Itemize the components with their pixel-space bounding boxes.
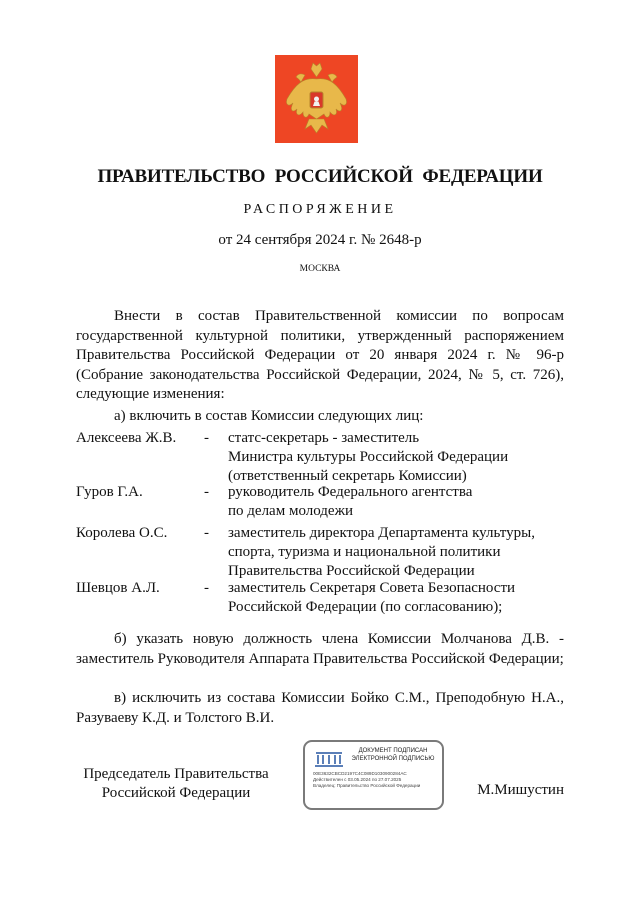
member-row	[76, 429, 564, 483]
item-c-paragraph: в) исключить из состава Комиссии Бойко С.М., Преподобную Н.А., Разуваеву К.Д. и Толстого В.И.	[76, 690, 564, 726]
member-row	[76, 524, 564, 579]
item-a-paragraph: а) включить в состав Комиссии следующих лиц:	[114, 408, 424, 424]
stamp-validity: Действителен с 03.05.2024 по 27.07.2025	[313, 777, 402, 782]
stamp-certificate: 00E3632CBCD2197C4C089D1030900284AC	[313, 771, 407, 776]
intro-paragraph: Внести в состав Правительственной комиссии по вопросам государственной культурной политики, утвержденный распоряжением Правительства Российской Федерации от 20 января 2024 г. № 96-р (Собрание законодательства Российской Федерации, 2024, № 5, ст. 726), следующие изменения:	[76, 308, 564, 402]
member-name: Гуров Г.А.	[76, 484, 143, 500]
stamp-owner: Владелец: Правительство Российской Федерации	[313, 783, 421, 788]
member-dash: -	[204, 430, 209, 446]
building-icon	[314, 749, 344, 769]
item-b-paragraph: б) указать новую должность члена Комиссии Молчанова Д.В. - заместитель Руководителя Аппарата Правительства Российской Федерации;	[76, 631, 564, 667]
member-role: статс-секретарь - заместитель Министра культуры Российской Федерации (ответственный секретарь Комиссии)	[228, 430, 509, 484]
electronic-signature-stamp	[303, 740, 444, 810]
double-headed-eagle-icon	[275, 55, 358, 143]
signatory-position: Председатель Правительства Российской Федерации	[83, 766, 269, 801]
member-name: Алексеева Ж.В.	[76, 430, 177, 446]
member-dash: -	[204, 484, 209, 500]
member-role: заместитель Секретаря Совета Безопасности Российской Федерации (по согласованию);	[228, 580, 516, 615]
member-name: Королева О.С.	[76, 525, 168, 541]
member-role: заместитель директора Департамента культуры, спорта, туризма и национальной политики Правительства Российской Федерации	[228, 525, 535, 579]
document-date-number: от 24 сентября 2024 г. № 2648-р	[218, 232, 422, 248]
signatory-name: М.Мишустин	[477, 782, 564, 798]
stamp-title: ДОКУМЕНТ ПОДПИСАН ЭЛЕКТРОННОЙ ПОДПИСЬЮ	[351, 748, 435, 762]
document-type: РАСПОРЯЖЕНИЕ	[243, 202, 397, 217]
government-title: ПРАВИТЕЛЬСТВО РОССИЙСКОЙ ФЕДЕРАЦИИ	[97, 166, 543, 187]
member-row	[76, 483, 564, 524]
member-role: руководитель Федерального агентства по делам молодежи	[228, 484, 473, 519]
document-city: МОСКВА	[299, 264, 341, 274]
member-dash: -	[204, 525, 209, 541]
member-name: Шевцов А.Л.	[76, 580, 160, 596]
member-row	[76, 579, 564, 617]
coat-of-arms-emblem	[275, 55, 358, 143]
member-dash: -	[204, 580, 209, 596]
members-list	[76, 429, 564, 617]
